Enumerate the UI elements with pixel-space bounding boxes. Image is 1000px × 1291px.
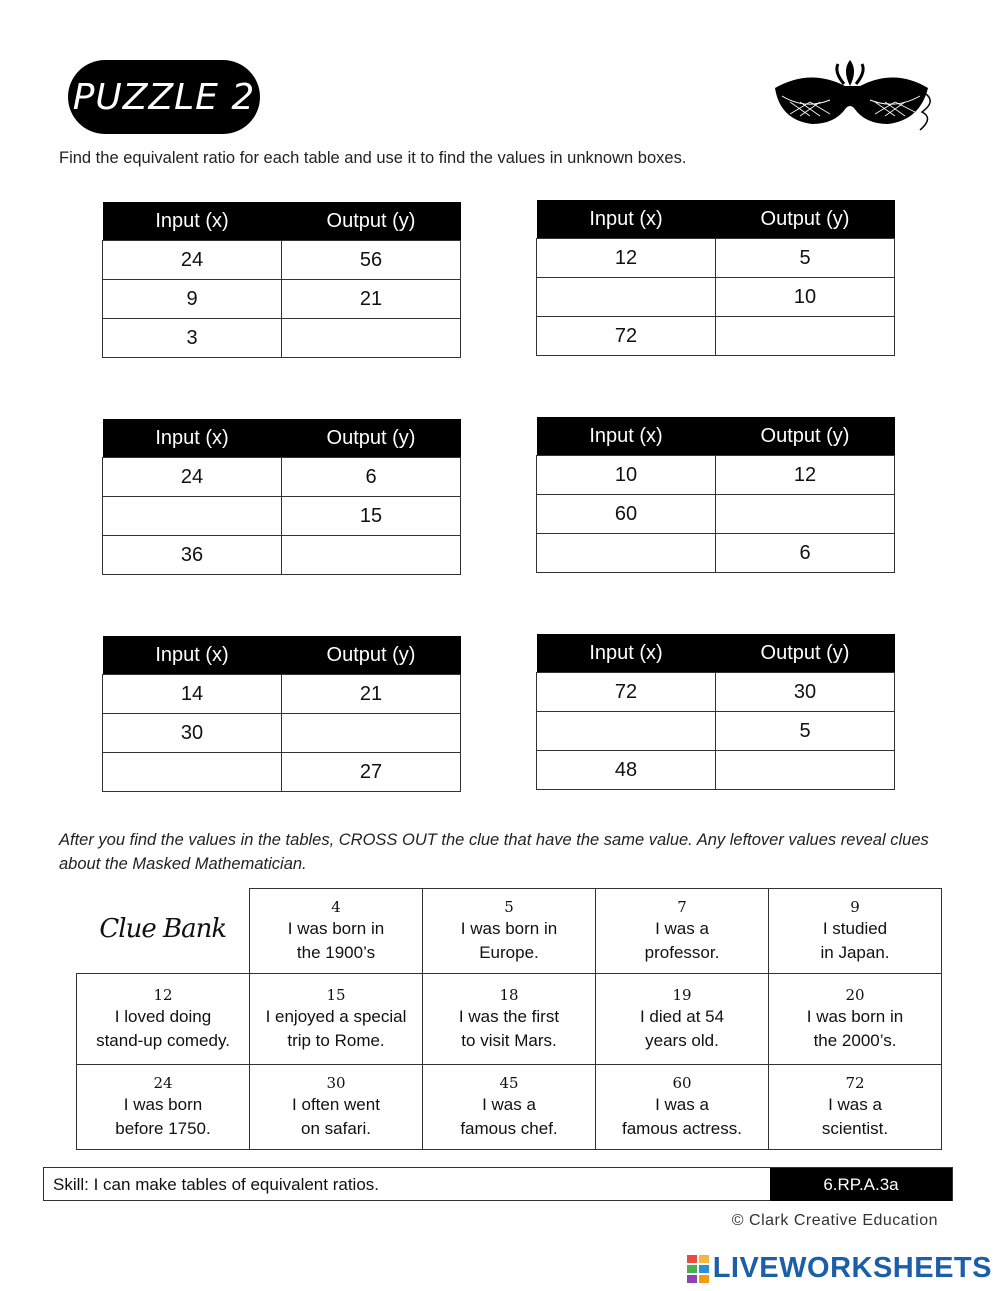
table-cell[interactable]: 30 (716, 673, 895, 712)
table-cell[interactable] (537, 534, 716, 573)
clue-text: the 2000’s. (813, 1031, 897, 1050)
clue-text: in Japan. (820, 943, 890, 962)
table-row (537, 534, 895, 573)
table-cell[interactable]: 6 (282, 458, 461, 497)
table-row (103, 675, 461, 714)
skill-statement: Skill: I can make tables of equivalent ratios. (53, 1175, 379, 1194)
clue-text: I died at 54 (639, 1007, 725, 1026)
clue-text: on safari. (301, 1119, 371, 1138)
clue-number: 19 (672, 986, 692, 1004)
clue-number: 18 (499, 986, 519, 1004)
table-cell[interactable] (103, 497, 282, 536)
clue-number: 60 (672, 1074, 692, 1092)
table-header-input: Input (x) (537, 200, 716, 239)
clue-text: famous actress. (622, 1119, 742, 1138)
liveworksheets-icon (687, 1255, 709, 1283)
clue-cell[interactable] (769, 974, 942, 1065)
table-header-output: Output (y) (282, 419, 461, 458)
skill-bar (43, 1167, 953, 1201)
clue-cell[interactable] (77, 1065, 250, 1150)
table-cell[interactable] (716, 317, 895, 356)
clue-text: I was born (123, 1095, 203, 1114)
clue-cell[interactable] (77, 974, 250, 1065)
table-header-input: Input (x) (103, 419, 282, 458)
table-cell[interactable]: 10 (537, 456, 716, 495)
clue-text: famous chef. (460, 1119, 558, 1138)
ratio-table-5 (102, 636, 461, 792)
table-cell[interactable]: 36 (103, 536, 282, 575)
table-cell[interactable]: 3 (103, 319, 282, 358)
clue-bank-title: Clue Bank (77, 889, 250, 974)
clue-text: I was a (655, 919, 709, 938)
table-row (103, 280, 461, 319)
table-cell[interactable]: 5 (716, 239, 895, 278)
table-row (103, 714, 461, 753)
table-cell[interactable] (537, 712, 716, 751)
clue-text: I was a (655, 1095, 709, 1114)
ratio-table-1 (102, 202, 461, 358)
table-row (103, 319, 461, 358)
clue-text: I was the first (458, 1007, 560, 1026)
clue-number: 45 (499, 1074, 519, 1092)
clue-text: the 1900’s (296, 943, 376, 962)
clue-text: I was born in (806, 1007, 904, 1026)
table-cell[interactable]: 60 (537, 495, 716, 534)
table-row (537, 751, 895, 790)
ratio-table-6 (536, 634, 895, 790)
clue-number: 24 (153, 1074, 173, 1092)
table-row (537, 456, 895, 495)
table-cell[interactable] (716, 495, 895, 534)
clue-text: before 1750. (115, 1119, 211, 1138)
clue-cell[interactable] (423, 889, 596, 974)
clue-text: to visit Mars. (461, 1031, 557, 1050)
clue-bank-table (76, 888, 942, 1150)
table-cell[interactable]: 6 (716, 534, 895, 573)
clue-text: years old. (645, 1031, 719, 1050)
clue-cell[interactable] (250, 889, 423, 974)
clue-cell[interactable] (596, 974, 769, 1065)
table-row (537, 495, 895, 534)
table-cell[interactable] (282, 536, 461, 575)
clue-number: 7 (677, 898, 687, 916)
table-header-output: Output (y) (716, 634, 895, 673)
table-header-input: Input (x) (537, 417, 716, 456)
clue-text: professor. (644, 943, 720, 962)
clue-text: trip to Rome. (287, 1031, 385, 1050)
clue-text: I was born in (460, 919, 558, 938)
clue-number: 9 (850, 898, 860, 916)
clue-cell[interactable] (596, 1065, 769, 1150)
clue-number: 5 (504, 898, 514, 916)
table-row (537, 673, 895, 712)
table-cell[interactable] (103, 753, 282, 792)
copyright-text: © Clark Creative Education (731, 1212, 938, 1229)
table-cell[interactable]: 24 (103, 241, 282, 280)
clue-number: 12 (153, 986, 173, 1004)
clue-text: I enjoyed a special (265, 1007, 407, 1026)
table-cell[interactable] (282, 319, 461, 358)
table-cell[interactable]: 24 (103, 458, 282, 497)
table-header-input: Input (x) (103, 636, 282, 675)
table-cell[interactable]: 10 (716, 278, 895, 317)
table-cell[interactable] (537, 278, 716, 317)
table-header-input: Input (x) (103, 202, 282, 241)
clue-cell[interactable] (250, 1065, 423, 1150)
clue-text: Europe. (479, 943, 539, 962)
clue-number: 15 (326, 986, 346, 1004)
cross-out-instructions: After you find the values in the tables, CROSS OUT the clue that have the same value. Any leftover values reveal clues about the Masked Mathematician. (59, 831, 929, 873)
clue-number: 30 (326, 1074, 346, 1092)
table-cell[interactable]: 14 (103, 675, 282, 714)
table-row (103, 458, 461, 497)
ratio-table-2 (536, 200, 895, 356)
clue-cell[interactable] (423, 974, 596, 1065)
table-cell[interactable]: 72 (537, 317, 716, 356)
clue-text: stand-up comedy. (96, 1031, 230, 1050)
table-cell[interactable]: 30 (103, 714, 282, 753)
table-row (103, 753, 461, 792)
liveworksheets-logo[interactable] (687, 1252, 992, 1285)
clue-number: 4 (331, 898, 341, 916)
table-row (103, 241, 461, 280)
table-cell[interactable]: 5 (716, 712, 895, 751)
puzzle-title: PUZZLE 2 (68, 60, 260, 134)
ratio-table-3 (102, 419, 461, 575)
table-header-output: Output (y) (282, 202, 461, 241)
table-cell[interactable]: 72 (537, 673, 716, 712)
table-cell[interactable]: 56 (282, 241, 461, 280)
table-row (537, 239, 895, 278)
table-cell[interactable]: 48 (537, 751, 716, 790)
table-cell[interactable]: 12 (537, 239, 716, 278)
clue-cell[interactable] (250, 974, 423, 1065)
standard-code: 6.RP.A.3a (770, 1168, 952, 1201)
clue-cell[interactable] (769, 889, 942, 974)
masquerade-mask-icon (770, 58, 935, 136)
clue-text: I was a (828, 1095, 882, 1114)
clue-cell[interactable] (769, 1065, 942, 1150)
clue-cell[interactable] (596, 889, 769, 974)
table-row (537, 712, 895, 751)
table-row (103, 497, 461, 536)
table-row (537, 317, 895, 356)
table-header-input: Input (x) (537, 634, 716, 673)
table-cell[interactable]: 21 (282, 280, 461, 319)
table-cell[interactable]: 12 (716, 456, 895, 495)
table-row (537, 278, 895, 317)
clue-number: 20 (845, 986, 865, 1004)
table-cell[interactable]: 27 (282, 753, 461, 792)
clue-text: I loved doing (114, 1007, 212, 1026)
table-cell[interactable]: 15 (282, 497, 461, 536)
clue-text: I often went (292, 1095, 380, 1114)
clue-number: 72 (845, 1074, 865, 1092)
table-header-output: Output (y) (282, 636, 461, 675)
table-row (103, 536, 461, 575)
ratio-table-4 (536, 417, 895, 573)
clue-text: scientist. (821, 1119, 889, 1138)
table-header-output: Output (y) (716, 200, 895, 239)
table-cell[interactable] (282, 714, 461, 753)
clue-cell[interactable] (423, 1065, 596, 1150)
instructions-text: Find the equivalent ratio for each table and use it to find the values in unknown boxes. (59, 149, 687, 167)
table-header-output: Output (y) (716, 417, 895, 456)
clue-text: I studied (822, 919, 888, 938)
table-cell[interactable]: 9 (103, 280, 282, 319)
clue-text: I was a (482, 1095, 536, 1114)
table-cell[interactable]: 21 (282, 675, 461, 714)
table-cell[interactable] (716, 751, 895, 790)
liveworksheets-wordmark: LIVEWORKSHEETS (712, 1252, 992, 1284)
clue-text: I was born in (287, 919, 385, 938)
